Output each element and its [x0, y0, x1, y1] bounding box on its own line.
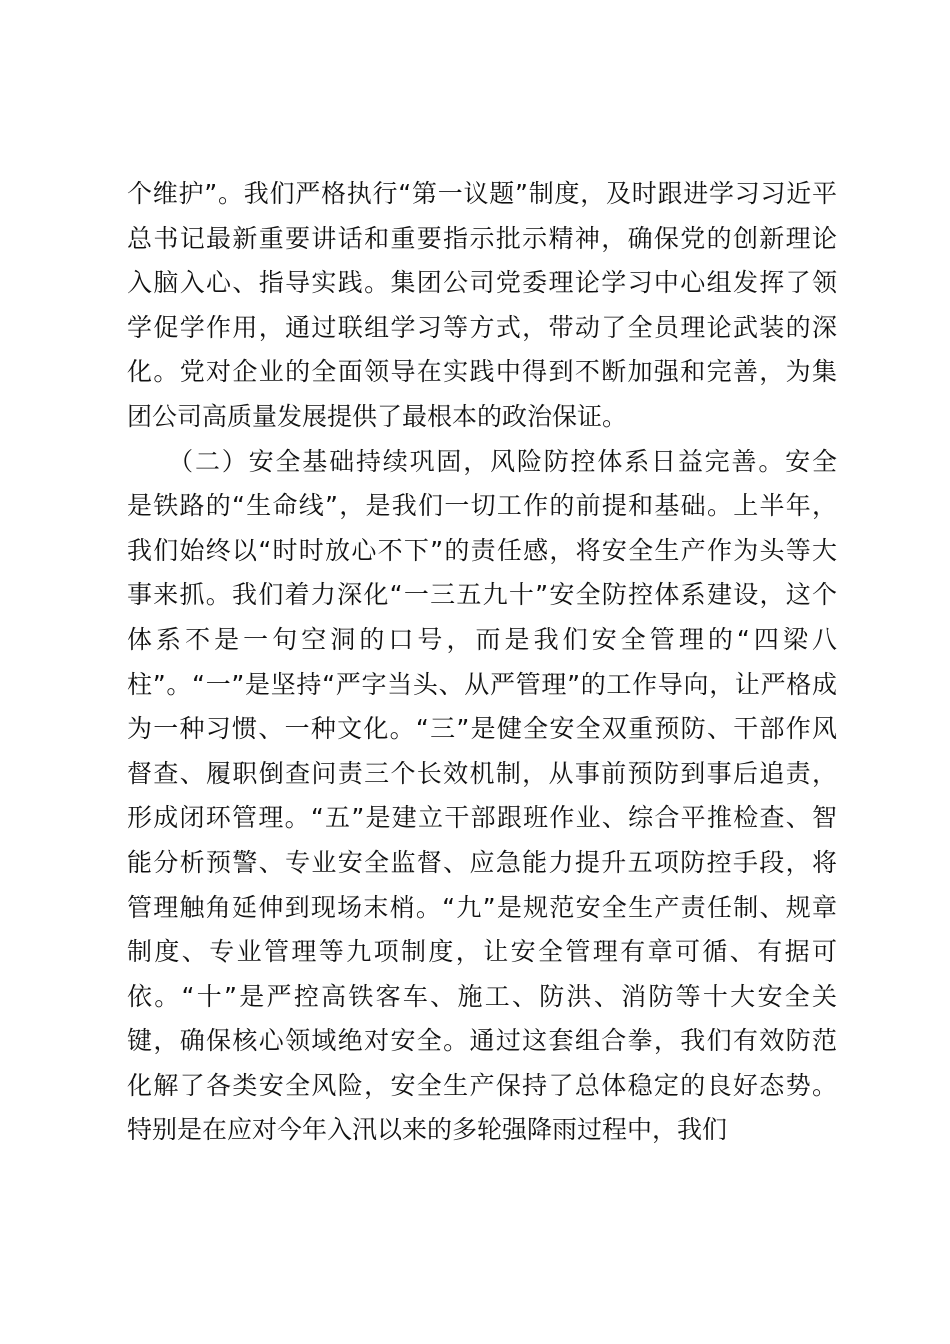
- body-text: [127, 172, 837, 1153]
- text-line: 柱”。“一”是坚持“严字当头、从严管理”的工作导向，让严格成: [127, 669, 837, 699]
- text-line: （二）安全基础持续巩固，风险防控体系日益完善。安全: [127, 446, 837, 476]
- text-line: 学促学作用，通过联组学习等方式，带动了全员理论武装的深: [127, 312, 837, 342]
- text-line: 键，确保核心领域绝对安全。通过这套组合拳，我们有效防范: [127, 1026, 837, 1056]
- text-line: 个维护”。我们严格执行“第一议题”制度，及时跟进学习习近平: [127, 179, 837, 208]
- text-line: 依。“十”是严控高铁客车、施工、防洪、消防等十大安全关: [127, 981, 837, 1011]
- text-line: 管理触角延伸到现场末梢。“九”是规范安全生产责任制、规章: [127, 892, 837, 922]
- text-line: 事来抓。我们着力深化“一三五九十”安全防控体系建设，这个: [127, 580, 837, 610]
- text-line: 特别是在应对今年入汛以来的多轮强降雨过程中，我们: [127, 1115, 728, 1145]
- text-line: 化。党对企业的全面领导在实践中得到不断加强和完善，为集: [127, 357, 837, 387]
- text-line: 是铁路的“生命线”，是我们一切工作的前提和基础。上半年，: [127, 491, 837, 521]
- text-line: 入脑入心、指导实践。集团公司党委理论学习中心组发挥了领: [127, 268, 837, 298]
- text-line: 督查、履职倒查问责三个长效机制，从事前预防到事后追责，: [127, 758, 837, 788]
- text-line: 能分析预警、专业安全监督、应急能力提升五项防控手段，将: [127, 847, 837, 877]
- text-line: 化解了各类安全风险，安全生产保持了总体稳定的良好态势。: [127, 1070, 837, 1100]
- text-line: 总书记最新重要讲话和重要指示批示精神，确保党的创新理论: [127, 223, 837, 253]
- text-line: 我们始终以“时时放心不下”的责任感，将安全生产作为头等大: [127, 535, 837, 565]
- text-line: 体系不是一句空洞的口号，而是我们安全管理的“四梁八: [127, 624, 837, 654]
- text-line: 制度、专业管理等九项制度，让安全管理有章可循、有据可: [127, 937, 837, 967]
- text-line: 形成闭环管理。“五”是建立干部跟班作业、综合平推检查、智: [127, 803, 837, 833]
- text-line: 为一种习惯、一种文化。“三”是健全安全双重预防、干部作风: [127, 714, 837, 744]
- text-line: 团公司高质量发展提供了最根本的政治保证。: [127, 401, 628, 431]
